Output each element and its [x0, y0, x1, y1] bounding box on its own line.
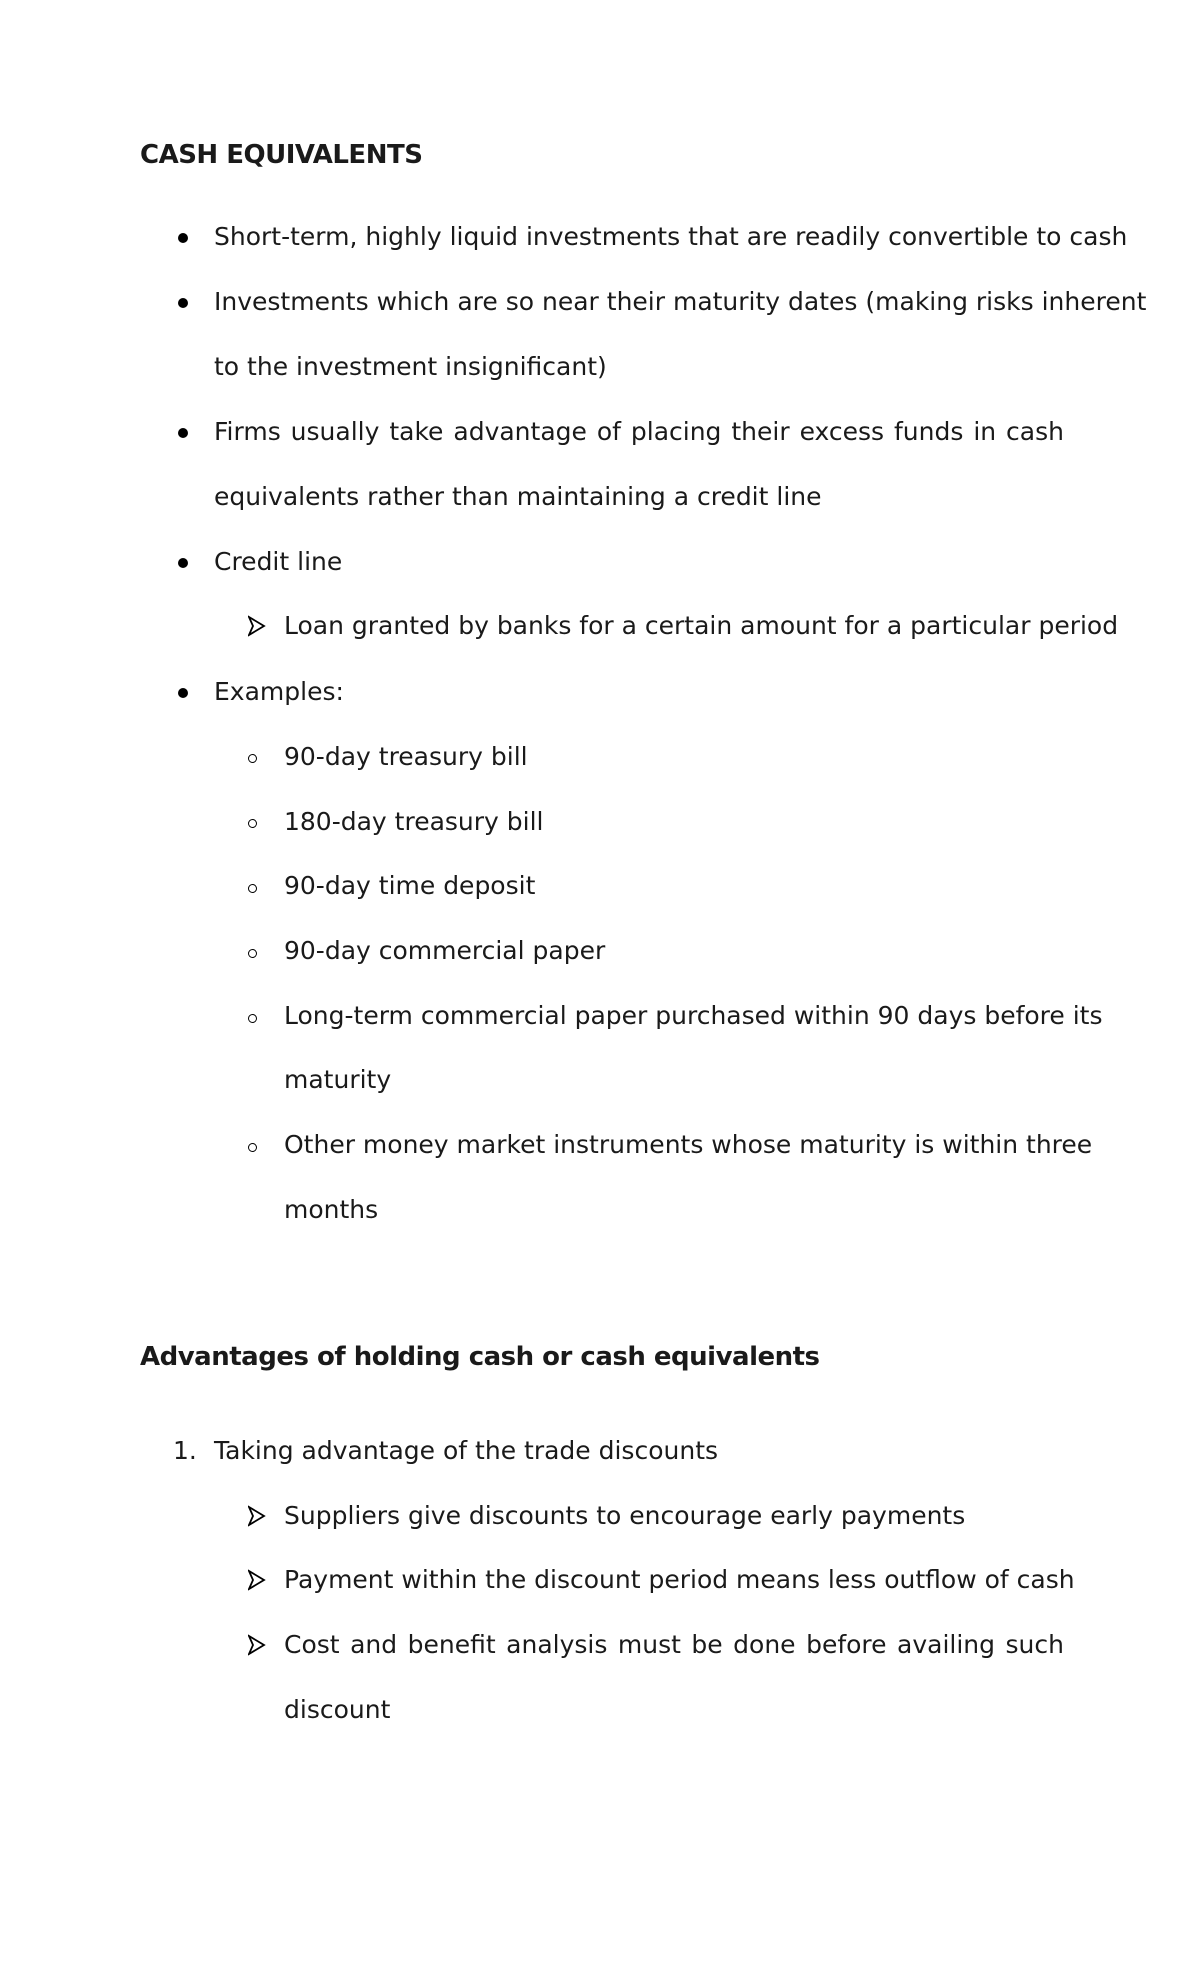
bullet-text-continuation: to the investment insignificant) — [214, 352, 607, 381]
example-item-continuation: maturity — [284, 1065, 392, 1094]
bullet-icon — [178, 233, 188, 243]
numbered-item-text: Taking advantage of the trade discounts — [214, 1436, 719, 1465]
circle-bullet-icon — [248, 1014, 257, 1023]
sub-bullet-text: Payment within the discount period means less outflow of cash — [284, 1565, 1075, 1594]
sub-bullet-text: Suppliers give discounts to encourage early payments — [284, 1501, 966, 1530]
arrowhead-bullet-icon — [248, 615, 266, 637]
bullet-icon — [178, 558, 188, 568]
bullet-icon — [178, 428, 188, 438]
sub-bullet-text: Loan granted by banks for a certain amount for a particular period — [284, 611, 1119, 640]
bullet-text: Firms usually take advantage of placing their excess funds in cash — [214, 417, 1064, 446]
bullet-text-continuation: equivalents rather than maintaining a credit line — [214, 482, 822, 511]
bullet-text: Short-term, highly liquid investments that are readily convertible to cash — [214, 222, 1128, 251]
bullet-icon — [178, 298, 188, 308]
sub-bullet-text-continuation: discount — [284, 1695, 391, 1724]
example-item: Long-term commercial paper purchased within 90 days before its — [284, 1001, 1103, 1030]
sub-bullet-text: Cost and benefit analysis must be done before availing such — [284, 1630, 1064, 1659]
list-number: 1. — [173, 1436, 197, 1465]
circle-bullet-icon — [248, 884, 257, 893]
section-title-cash-equivalents: CASH EQUIVALENTS — [140, 140, 423, 170]
example-item-continuation: months — [284, 1195, 379, 1224]
bullet-icon — [178, 688, 188, 698]
circle-bullet-icon — [248, 949, 257, 958]
example-item: 90-day commercial paper — [284, 936, 606, 965]
bullet-text: Credit line — [214, 547, 343, 576]
circle-bullet-icon — [248, 1143, 257, 1152]
example-item: 90-day treasury bill — [284, 742, 528, 771]
example-item: Other money market instruments whose maturity is within three — [284, 1130, 1093, 1159]
bullet-text: Investments which are so near their maturity dates (making risks inherent — [214, 287, 1147, 316]
circle-bullet-icon — [248, 754, 257, 763]
arrowhead-bullet-icon — [248, 1569, 266, 1591]
example-item: 90-day time deposit — [284, 871, 536, 900]
section-title-advantages: Advantages of holding cash or cash equivalents — [140, 1342, 820, 1372]
example-item: 180-day treasury bill — [284, 807, 544, 836]
arrowhead-bullet-icon — [248, 1634, 266, 1656]
circle-bullet-icon — [248, 819, 257, 828]
bullet-text: Examples: — [214, 677, 344, 706]
arrowhead-bullet-icon — [248, 1505, 266, 1527]
